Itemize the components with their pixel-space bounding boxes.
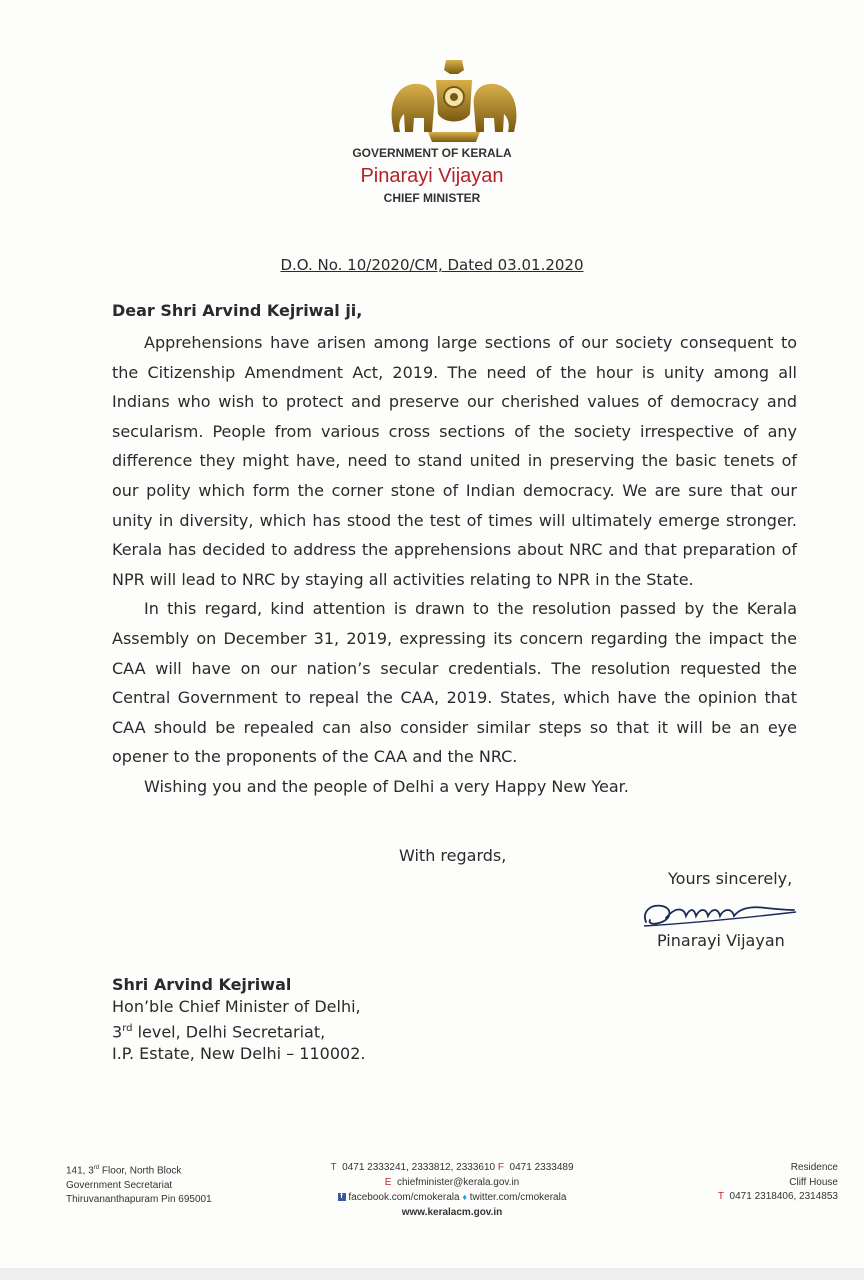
bottom-edge bbox=[0, 1268, 864, 1280]
sincerely-text: Yours sincerely, bbox=[668, 869, 793, 888]
addressee-city-line: I.P. Estate, New Delhi – 110002. bbox=[112, 1044, 366, 1064]
government-heading: GOVERNMENT OF KERALA bbox=[352, 146, 512, 160]
paragraph: Apprehensions have arisen among large sections of our society consequent to the Citizenship Amendment Act, 2019. The need of the hour is unity among all Indians who wish to protect and preserve our cherished values of democracy and secularism. People from various cross sections of the society irrespective of any difference they might have, need to stand united in preserving the basic tenets of our polity which form the corner stone of Indian democracy. We are sure that our unity in diversity, which has stood the test of times will ultimately emerge stronger. Kerala has decided to address the apprehensions about NRC and that preparation of NPR will lead to NRC by staying all activities relating to NPR in the State. bbox=[112, 333, 797, 589]
residence-address: Residence Cliff House T 0471 2318406, 2314853 bbox=[717, 1162, 838, 1202]
office-contacts bbox=[290, 1161, 614, 1220]
facebook-icon: f bbox=[338, 1193, 346, 1201]
residence-telephone-label: T bbox=[717, 1191, 724, 1202]
kerala-state-emblem-icon bbox=[384, 52, 524, 147]
telephone-label: T bbox=[330, 1162, 337, 1173]
addressee-designation: Hon’ble Chief Minister of Delhi, bbox=[112, 997, 361, 1016]
chief-minister-name: Pinarayi Vijayan bbox=[360, 165, 504, 187]
signer-name: Pinarayi Vijayan bbox=[657, 931, 785, 950]
email-link[interactable]: chiefminister@kerala.gov.in bbox=[396, 1176, 520, 1188]
addressee-block bbox=[112, 974, 365, 1065]
fax-number: 0471 2333489 bbox=[509, 1162, 574, 1173]
fax-label: F bbox=[497, 1162, 504, 1173]
website-link[interactable]: www.keralacm.gov.in bbox=[401, 1206, 503, 1218]
reference-number: D.O. No. 10/2020/CM, Dated 03.01.2020 bbox=[280, 256, 584, 274]
twitter-icon: ♦ bbox=[462, 1192, 467, 1202]
office-address: 141, 3rd Floor, North Block Government Secretariat Thiruvananthapuram Pin 695001 bbox=[66, 1165, 212, 1206]
twitter-link[interactable]: twitter.com/cmokerala bbox=[469, 1192, 567, 1203]
telephone-numbers: 0471 2333241, 2333812, 2333610 bbox=[342, 1162, 496, 1173]
addressee-name: Shri Arvind Kejriwal bbox=[112, 975, 292, 994]
addressee-address-line: 3rd level, Delhi Secretariat, bbox=[112, 1022, 326, 1042]
paragraph: Wishing you and the people of Delhi a very Happy New Year. bbox=[144, 776, 629, 796]
handwritten-signature bbox=[636, 898, 801, 934]
regards-text: With regards, bbox=[399, 846, 507, 865]
facebook-link[interactable]: facebook.com/cmokerala bbox=[348, 1192, 460, 1203]
residence-telephone-numbers: 0471 2318406, 2314853 bbox=[729, 1191, 838, 1202]
chief-minister-title: CHIEF MINISTER bbox=[383, 191, 481, 205]
salutation: Dear Shri Arvind Kejriwal ji, bbox=[112, 301, 363, 320]
paragraph: In this regard, kind attention is drawn to the resolution passed by the Kerala Assembly on December 31, 2019, expressing its concern regarding the impact the CAA will have on our nation’s secular credentials. The resolution requested the Central Government to repeal the CAA, 2019. States, which have the opinion that CAA should be repealed can also consider similar steps so that it will be an eye opener to the proponents of the CAA and the NRC. bbox=[112, 599, 797, 767]
email-label: E bbox=[384, 1176, 392, 1188]
letter-body bbox=[112, 328, 797, 802]
